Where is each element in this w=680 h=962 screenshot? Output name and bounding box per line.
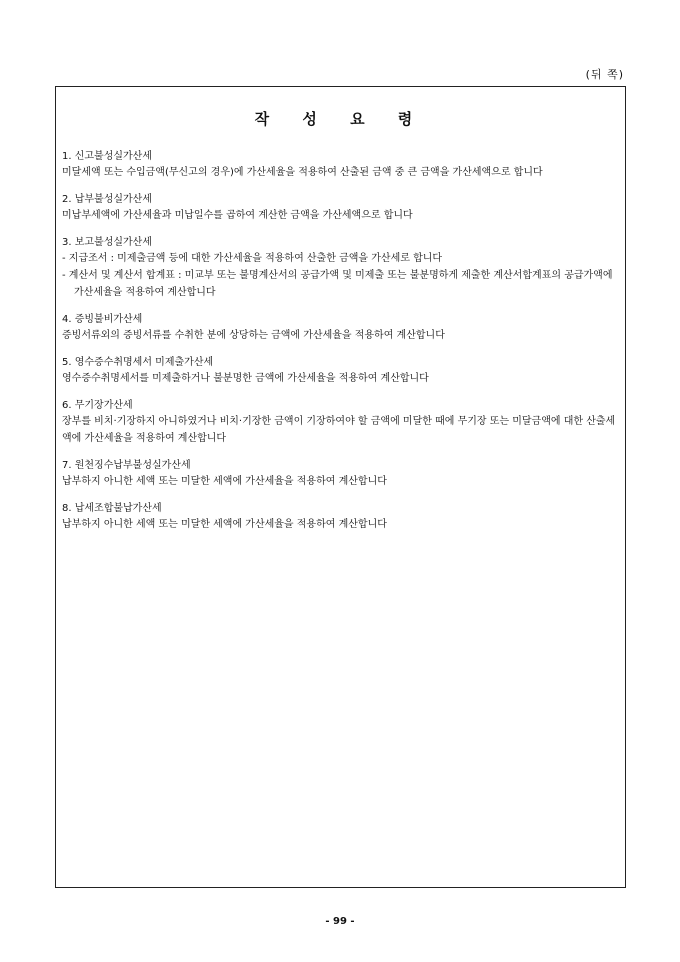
section-text: 납부하지 아니한 세액 또는 미달한 세액에 가산세율을 적용하여 계산합니다 <box>62 476 387 487</box>
section-3 <box>62 236 618 301</box>
page-title: 작 성 요 령 <box>254 110 427 128</box>
instructions-list <box>62 150 618 545</box>
section-bullet: - 계산서 및 계산서 합계표 : 미교부 또는 불명계산서의 공급가액 및 미제출 또는 불분명하게 제출한 계산서합계표의 공급가액에 가산세율을 적용하여 계산합니다 <box>62 270 613 298</box>
section-text: 미납부세액에 가산세율과 미납일수를 곱하여 계산한 금액을 가산세액으로 합니다 <box>62 210 413 221</box>
section-bullet: - 지급조서 : 미제출금액 등에 대한 가산세율을 적용하여 산출한 금액을 가산세로 합니다 <box>62 253 443 264</box>
section-heading: 5. 영수증수취명세서 미제출가산세 <box>62 357 214 368</box>
section-heading: 3. 보고불성실가산세 <box>62 237 152 248</box>
section-text: 증빙서류외의 증빙서류를 수취한 분에 상당하는 금액에 가산세율을 적용하여 계산합니다 <box>62 330 445 341</box>
section-heading: 7. 원천징수납부불성실가산세 <box>62 460 191 471</box>
page-number: - 99 - <box>325 916 355 927</box>
section-6 <box>62 399 618 447</box>
section-8 <box>62 502 618 533</box>
page-side-label: (뒤 쪽) <box>585 68 624 81</box>
section-text: 미달세액 또는 수입금액(무신고의 경우)에 가산세율을 적용하여 산출된 금액 중 큰 금액을 가산세액으로 합니다 <box>62 167 543 178</box>
section-heading: 8. 납세조합불납가산세 <box>62 503 162 514</box>
section-4 <box>62 313 618 344</box>
section-5 <box>62 356 618 387</box>
section-1 <box>62 150 618 181</box>
section-text: 납부하지 아니한 세액 또는 미달한 세액에 가산세율을 적용하여 계산합니다 <box>62 519 387 530</box>
section-text: 장부를 비치·기장하지 아니하였거나 비치·기장한 금액이 기장하여야 할 금액에 미달한 때에 무기장 또는 미달금액에 대한 산출세액에 가산세율을 적용하여 계산합니다 <box>62 416 616 444</box>
section-heading: 1. 신고불성실가산세 <box>62 151 152 162</box>
section-text: 영수증수취명세서를 미제출하거나 불분명한 금액에 가산세율을 적용하여 계산합니다 <box>62 373 429 384</box>
section-heading: 6. 무기장가산세 <box>62 400 133 411</box>
section-heading: 4. 증빙불비가산세 <box>62 314 143 325</box>
section-7 <box>62 459 618 490</box>
section-2 <box>62 193 618 224</box>
section-heading: 2. 납부불성실가산세 <box>62 194 152 205</box>
